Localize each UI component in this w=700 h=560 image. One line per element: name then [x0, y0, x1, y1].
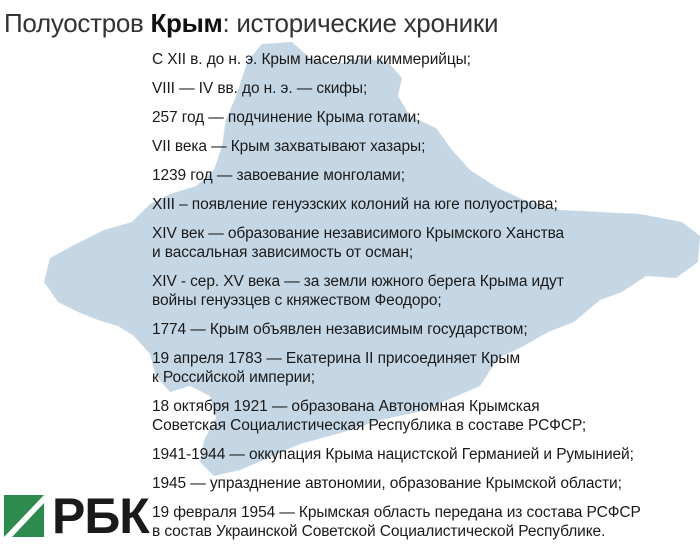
title-suffix: : исторические хроники	[222, 8, 499, 38]
chronicle-entry-line: VII века — Крым захватывают хазары;	[152, 138, 426, 155]
chronicle-entry-line: 1774 — Крым объявлен независимым государством;	[152, 321, 528, 338]
rbk-logo-text: РБК	[52, 488, 149, 544]
chronicle-entry	[152, 137, 700, 156]
chronicle-entry	[152, 166, 700, 185]
chronicle-entry	[152, 50, 700, 69]
chronicle-entry	[152, 349, 700, 387]
chronicle-entry	[152, 445, 700, 464]
chronicle-entry	[152, 397, 700, 435]
chronicle-list	[152, 50, 700, 541]
chronicle-entry-line: 1941-1944 — оккупация Крыма нацистской Германией и Румынией;	[152, 446, 634, 463]
chronicle-entry-line: к Российской империи;	[152, 369, 315, 386]
chronicle-entry-line: 18 октября 1921 — образована Автономная Крымская	[152, 398, 540, 415]
chronicle-entry	[152, 108, 700, 127]
chronicle-entry	[152, 474, 700, 493]
page-title	[4, 8, 498, 39]
chronicle-entry-line: XIII – появление генуэзских колоний на юге полуострова;	[152, 196, 558, 213]
chronicle-entry-line: С XII в. до н. э. Крым населяли киммерийцы;	[152, 51, 471, 68]
chronicle-entry	[152, 503, 700, 541]
rbk-logo	[4, 488, 150, 544]
chronicle-entry-line: в состав Украинской Советской Социалистической Республике.	[152, 523, 606, 540]
chronicle-entry-line: 257 год — подчинение Крыма готами;	[152, 109, 421, 126]
chronicle-entry-line: 1945 — упразднение автономии, образование Крымской области;	[152, 475, 622, 492]
chronicle-entry-line: и вассальная зависимость от осман;	[152, 244, 414, 261]
chronicle-entry-line: XIV век — образование независимого Крымского Ханства	[152, 225, 565, 242]
chronicle-entry-line: Советская Социалистическая Республика в составе РСФСР;	[152, 417, 587, 434]
title-bold: Крым	[150, 8, 223, 38]
chronicle-entry-line: 1239 год — завоевание монголами;	[152, 167, 405, 184]
chronicle-entry-line: 19 апреля 1783 — Екатерина II присоединяет Крым	[152, 350, 521, 367]
chronicle-entry	[152, 320, 700, 339]
chronicle-entry-line: войны генуэзцев с княжеством Феодоро;	[152, 292, 442, 309]
chronicle-entry	[152, 272, 700, 310]
chronicle-entry	[152, 195, 700, 214]
chronicle-entry	[152, 224, 700, 262]
chronicle-entry	[152, 79, 700, 98]
chronicle-entry-line: 19 февраля 1954 — Крымская область передана из состава РСФСР	[152, 504, 641, 521]
chronicle-entry-line: VIII — IV вв. до н. э. — скифы;	[152, 80, 368, 97]
chronicle-entry-line: XIV - сер. XV века — за земли южного берега Крыма идут	[152, 273, 564, 290]
title-prefix: Полуостров	[4, 8, 151, 38]
rbk-logo-mark-icon	[4, 495, 44, 537]
